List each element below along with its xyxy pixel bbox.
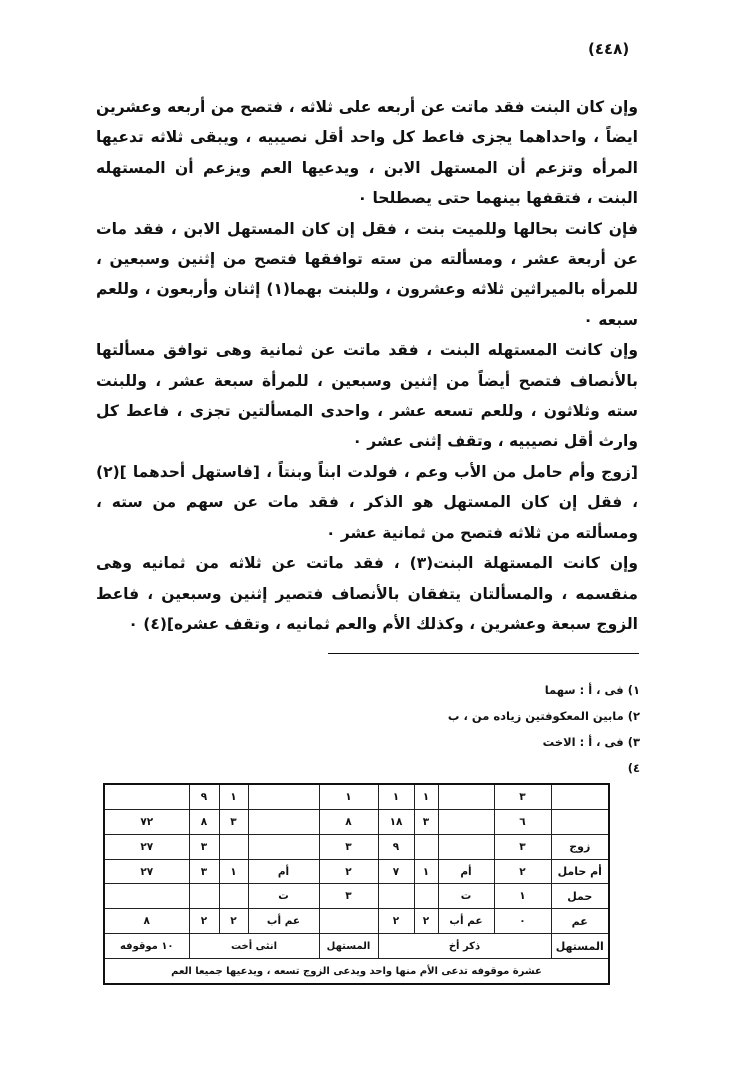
table-cell: ٢ [494,859,551,884]
table-cell: انثى أخت [189,934,319,959]
table-cell: ٨ [319,809,378,834]
table-cell [438,834,494,859]
table-cell: ٣ [319,834,378,859]
footnote-divider [328,653,639,654]
table-cell [414,884,438,909]
table-cell: عم أب [438,909,494,934]
table-cell: ١ [219,784,248,809]
table-row [104,859,609,884]
table-footer-row [104,934,609,959]
table-cell: ٣ [319,884,378,909]
footnote: ٤) [627,761,640,775]
table-cell: ٩ [378,834,414,859]
table-cell: ١ [319,784,378,809]
table-cell: ١٨ [378,809,414,834]
table-cell: زوج [551,834,609,859]
table-cell: ١ [494,884,551,909]
table-cell: ٣ [189,859,219,884]
table-cell: ٢ [378,909,414,934]
paragraph: [زوج وأم حامل من الأب وعم ، فولدت ابناً وبنتاً ، [فاستهل أحدهما ](٢) ، فقل إن كان المستهل هو الذكر ، فقد مات عن سهم من سته ، ومسألته من ثلاثه فتصح من ثمانية عشر ٠ [96,462,638,542]
table-cell: ٢ [219,909,248,934]
table-cell: أم حامل [551,859,609,884]
table-cell: المستهل [551,934,609,959]
table-cell: ذكر أخ [378,934,551,959]
table-cell: عم [551,909,609,934]
table-cell [414,834,438,859]
table-cell: ٧٢ [104,809,189,834]
table-cell [189,884,219,909]
table-cell: ٢ [414,909,438,934]
table-cell: ١٠ موقوفه [104,934,189,959]
table-cell [219,884,248,909]
footnote: ١) فى ، أ : سهما [544,683,640,697]
table-cell: المستهل [319,934,378,959]
table-cell: ٧ [378,859,414,884]
table-cell [438,809,494,834]
table-cell: ٨ [189,809,219,834]
table-cell [551,809,609,834]
paragraph: وإن كان البنت فقد ماتت عن أربعه على ثلاثه ، فتصح من أربعه وعشرين ايضاً ، واحداهما يجزى فاعط كل واحد أقل نصيبيه ، ويبقى ثلاثه تدعيها المرأه وتزعم أن المستهل الابن ، ويدعيها العم ويزعم أن المستهله البنت ، فتقفها بينهما حتى يصطلحا ٠ [96,98,638,208]
table-cell: ٩ [189,784,219,809]
table-cell [438,784,494,809]
table-cell: أم [248,859,319,884]
page-number: (٤٤٨) [588,40,630,58]
table-row [104,809,609,834]
table-cell [551,784,609,809]
paragraph: وإن كانت المستهلة البنت(٣) ، فقد ماتت عن ثلاثه من ثمانيه وهى منقسمه ، والمسألتان يتفقان بالأنصاف فتصير إثنين وسبعين ، فاعط الزوج سبعة وعشرين ، وكذلك الأم والعم ثمانيه ، وتقف عشره](٤) ٠ [96,554,639,633]
table-cell: أم [438,859,494,884]
table-cell: ٢ [189,909,219,934]
inheritance-table [103,783,610,985]
table-cell: ت [248,884,319,909]
table-cell: ١ [414,784,438,809]
table-cell: ١ [414,859,438,884]
table-cell: ٢ [319,859,378,884]
table-cell: ١ [219,859,248,884]
table-cell: ١ [378,784,414,809]
footnotes [330,677,640,781]
table-row [104,909,609,934]
table-cell: ٣ [494,784,551,809]
table-note: عشرة موقوفه تدعى الأم منها واحد ويدعى الزوج تسعه ، ويدعيها جميعا العم [104,959,609,984]
table-cell: ٢٧ [104,859,189,884]
paragraph: وإن كانت المستهله البنت ، فقد ماتت عن ثمانية وهى توافق مسألتها بالأنصاف فتصح أيضاً من إثنين وسبعين ، للمرأة سبعة عشر ، وللبنت سته وثلاثون ، وللعم تسعه عشر ، واحدى المسألتين تجزى ، فاعط كل وارث أقل نصيبيه ، وتقف إثنى عشر ٠ [96,341,638,451]
table-row [104,834,609,859]
table-cell: عم أب [248,909,319,934]
table-cell: ٠ [494,909,551,934]
table-row [104,884,609,909]
table-cell: ٦ [494,809,551,834]
table-cell: ٨ [104,909,189,934]
table-row [104,784,609,809]
table-cell: ٣ [414,809,438,834]
table-cell: ٣ [494,834,551,859]
table-cell [219,834,248,859]
table-cell [319,909,378,934]
footnote: ٣) فى ، أ : الاخت [542,735,640,749]
table-cell [104,884,189,909]
table-cell: ٣ [189,834,219,859]
table-cell [248,784,319,809]
paragraph: فإن كانت بحالها وللميت بنت ، فقل إن كان المستهل الابن ، فقد مات عن أربعة عشر ، ومسألته من سته توافقها فتصح من إثنين وسبعين ، للمرأه بالميراثين ثلاثه وعشرون ، وللبنت بهما(١) إثنان وأربعون ، وللعم سبعه ٠ [96,219,638,329]
table-cell: ٣ [219,809,248,834]
main-text [96,92,638,639]
table-cell [378,884,414,909]
footnote: ٢) مابين المعكوفتين زياده من ، ب [447,709,640,723]
table-cell [104,784,189,809]
table-cell: ٢٧ [104,834,189,859]
table-cell [248,834,319,859]
table-note-row [104,959,609,984]
table-cell [248,809,319,834]
table-cell: ت [438,884,494,909]
table-cell: حمل [551,884,609,909]
